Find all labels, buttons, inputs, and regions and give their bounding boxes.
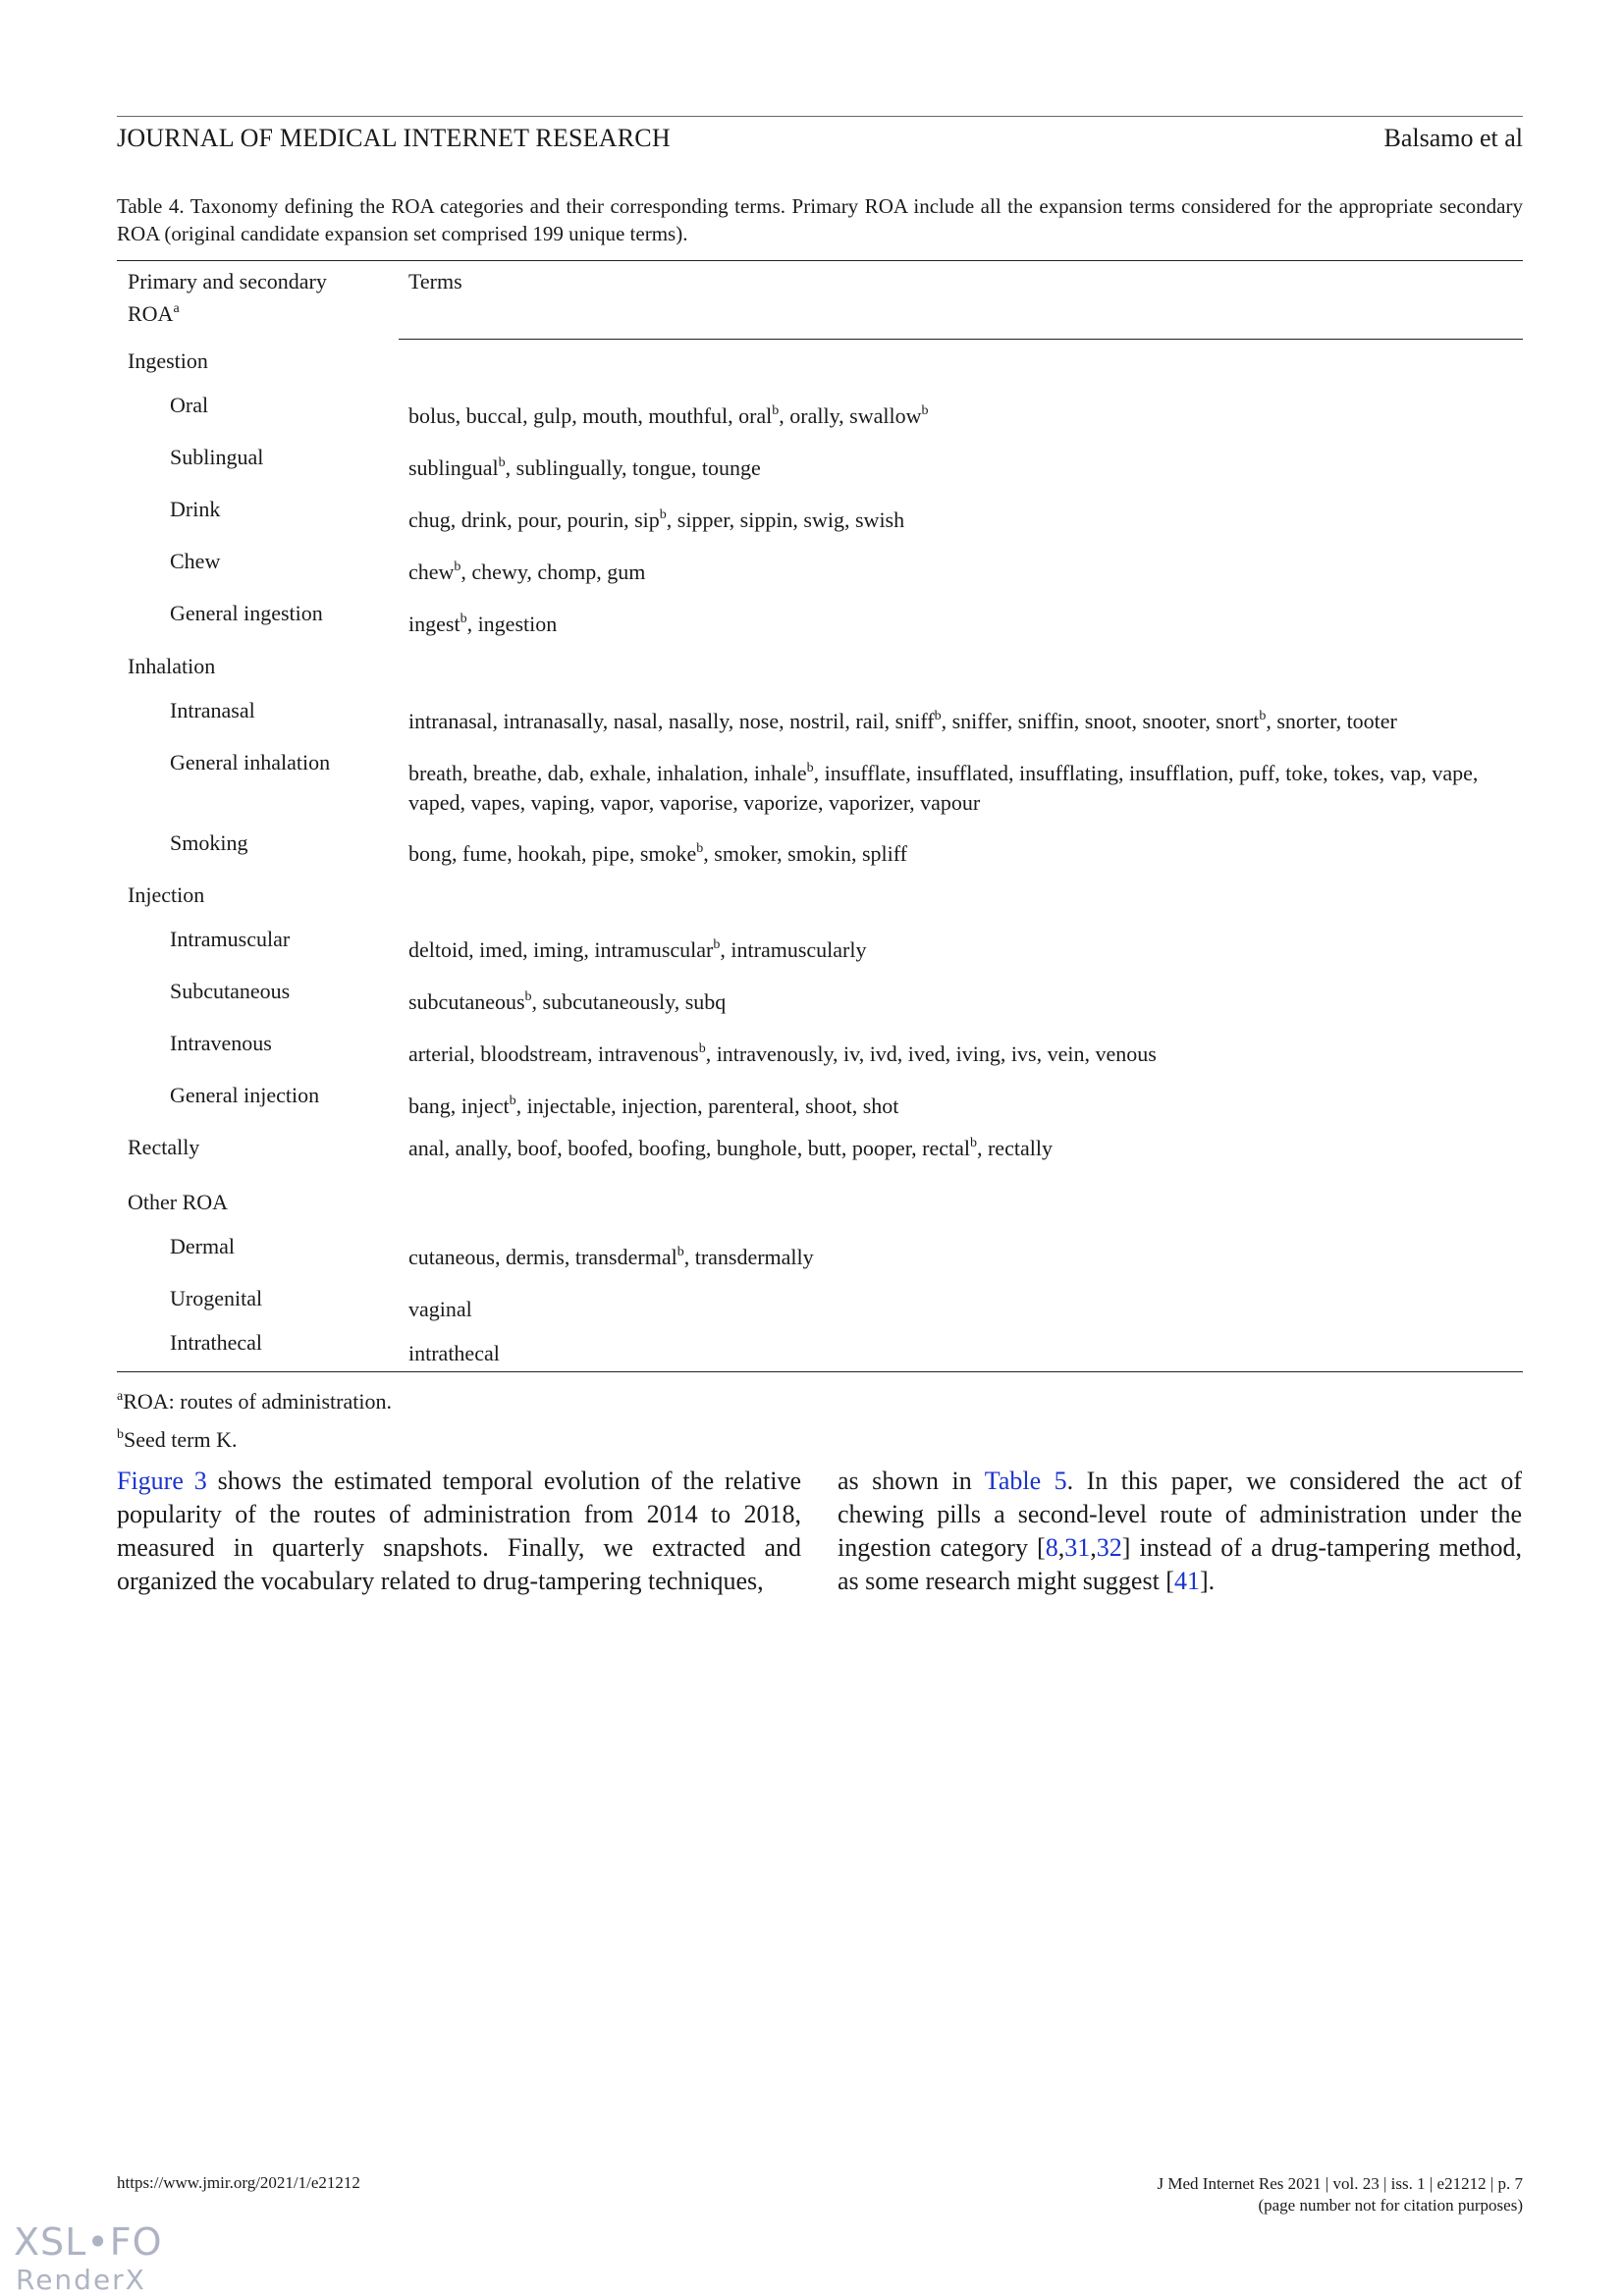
secondary-roa-label: General ingestion	[170, 601, 323, 625]
terms-cell: bolus, buccal, gulp, mouth, mouthful, oral$^b$, orally, swallow$^b$	[408, 403, 929, 428]
column-header-terms: Terms	[408, 269, 462, 294]
reference-link[interactable]: 41	[1173, 1567, 1200, 1595]
secondary-roa-label: Intravenous	[170, 1031, 272, 1055]
primary-roa-label: Inhalation	[128, 654, 216, 678]
terms-cell: chew$^b$, chewy, chomp, gum	[408, 560, 646, 584]
terms-cell: ingest$^b$, ingestion	[408, 612, 558, 636]
terms-cell: bang, inject$^b$, injectable, injection, parenteral, shoot, shot	[408, 1094, 899, 1118]
seed-term-marker: b	[509, 1094, 516, 1108]
terms-cell: deltoid, imed, iming, intramuscular$^b$, intramuscularly	[408, 937, 867, 962]
body-column-right: as shown in Table 5. In this paper, we considered the act of chewing pills a second-level route of administration under the ingestion category [8,31,32] instead of a drug-tampering method, as some research might suggest [41].	[838, 1467, 1523, 1595]
reference-link[interactable]: Table 5	[984, 1467, 1067, 1495]
terms-cell: intranasal, intranasally, nasal, nasally, nose, nostril, rail, sniff$^b$, sniffer, sniffin, snoot, snooter, snort$^b$, snorter, tooter	[408, 709, 1397, 733]
seed-term-marker: b	[524, 989, 532, 1004]
table-bottom-rule	[117, 1371, 1523, 1372]
terms-cell: cutaneous, dermis, transdermal$^b$, transdermally	[408, 1245, 814, 1269]
terms-cell: arterial, bloodstream, intravenous$^b$, intravenously, iv, ivd, ived, iving, ivs, vein, venous	[408, 1041, 1157, 1066]
table-top-rule	[117, 260, 1523, 261]
seed-term-marker: b	[934, 709, 942, 723]
seed-term-marker: b	[969, 1136, 977, 1150]
secondary-roa-label: Intranasal	[170, 698, 255, 722]
reference-link[interactable]: 8	[1045, 1533, 1058, 1562]
footer-url[interactable]: https://www.jmir.org/2021/1/e21212	[117, 2173, 360, 2192]
seed-term-marker: b	[454, 560, 461, 574]
secondary-roa-label: Oral	[170, 393, 209, 417]
reference-link[interactable]: 31	[1064, 1533, 1091, 1562]
footnote-b: $^b$Seed term K.	[117, 1427, 238, 1452]
body-column-left: Figure 3 shows the estimated temporal evolution of the relative popularity of the routes of administration from 2014 to 2018, measured in quarterly snapshots. Finally, we extracted and organized the vocabulary related to drug-tampering techniques,	[117, 1467, 801, 1595]
terms-cell: bong, fume, hookah, pipe, smoke$^b$, smoker, smokin, spliff	[408, 841, 908, 866]
secondary-roa-label: Chew	[170, 549, 221, 573]
seed-term-marker: b	[698, 1041, 706, 1056]
secondary-roa-label: Drink	[170, 497, 221, 521]
column-header-roa: Primary and secondary ROA$^a$	[128, 269, 327, 326]
seed-term-marker: b	[460, 612, 467, 626]
secondary-roa-label: Intrathecal	[170, 1330, 263, 1355]
journal-name: JOURNAL OF MEDICAL INTERNET RESEARCH	[117, 124, 671, 152]
terms-cell: breath, breathe, dab, exhale, inhalation, inhale$^b$, insufflate, insufflated, insufflating, insufflation, puff, toke, tokes, vap, vape, vaped, vapes, vaping, vapor, vaporise, vaporize, vaporizer, vapour	[408, 761, 1479, 815]
renderx-logo: RenderX	[16, 2264, 146, 2296]
secondary-roa-label: Subcutaneous	[170, 979, 291, 1003]
seed-term-marker: b	[806, 761, 814, 775]
seed-term-marker: b	[659, 507, 667, 522]
seed-term-marker: b	[772, 403, 780, 418]
secondary-roa-label: Dermal	[170, 1234, 235, 1258]
secondary-roa-label: Smoking	[170, 830, 248, 855]
secondary-roa-label: General inhalation	[170, 750, 331, 774]
terms-cell: vaginal	[408, 1297, 472, 1321]
terms-cell: intrathecal	[408, 1341, 500, 1365]
seed-term-marker: b	[696, 841, 704, 856]
seed-term-marker: b	[1259, 709, 1267, 723]
seed-term-marker: b	[921, 403, 929, 418]
primary-roa-label: Ingestion	[128, 348, 208, 373]
table-caption: Table 4. Taxonomy defining the ROA categories and their corresponding terms. Primary ROA include all the expansion terms considered for the appropriate secondary ROA (original candidate expansion set comprised 199 unique terms).	[117, 194, 1523, 245]
terms-cell: anal, anally, boof, boofed, boofing, bunghole, butt, pooper, rectal$^b$, rectally	[408, 1136, 1053, 1160]
footnote-a: $^a$ROA: routes of administration.	[117, 1389, 392, 1414]
seed-term-marker: b	[677, 1245, 684, 1259]
article-authors: Balsamo et al	[1383, 124, 1523, 152]
seed-term-marker: b	[498, 455, 506, 470]
secondary-roa-label: Urogenital	[170, 1286, 263, 1310]
seed-term-marker: b	[713, 937, 721, 952]
primary-roa-label: Rectally	[128, 1135, 200, 1159]
header-rule	[117, 116, 1523, 117]
table-header-rule	[399, 339, 1523, 340]
terms-cell: subcutaneous$^b$, subcutaneously, subq	[408, 989, 727, 1014]
xslfo-logo: XSL•FO	[14, 2220, 163, 2264]
terms-cell: chug, drink, pour, pourin, sip$^b$, sipper, sippin, swig, swish	[408, 507, 905, 532]
footer-citation-line2: (page number not for citation purposes)	[1258, 2196, 1523, 2215]
secondary-roa-label: General injection	[170, 1083, 320, 1107]
secondary-roa-label: Sublingual	[170, 445, 264, 469]
secondary-roa-label: Intramuscular	[170, 927, 291, 951]
reference-link[interactable]: Figure 3	[117, 1467, 207, 1495]
primary-roa-label: Other ROA	[128, 1190, 229, 1214]
terms-cell: sublingual$^b$, sublingually, tongue, tounge	[408, 455, 761, 480]
footer-citation-line1: J Med Internet Res 2021 | vol. 23 | iss. 1 | e21212 | p. 7	[1157, 2174, 1523, 2193]
footer-citation	[1158, 2173, 1523, 2216]
reference-link[interactable]: 32	[1096, 1533, 1122, 1562]
primary-roa-label: Injection	[128, 882, 205, 907]
